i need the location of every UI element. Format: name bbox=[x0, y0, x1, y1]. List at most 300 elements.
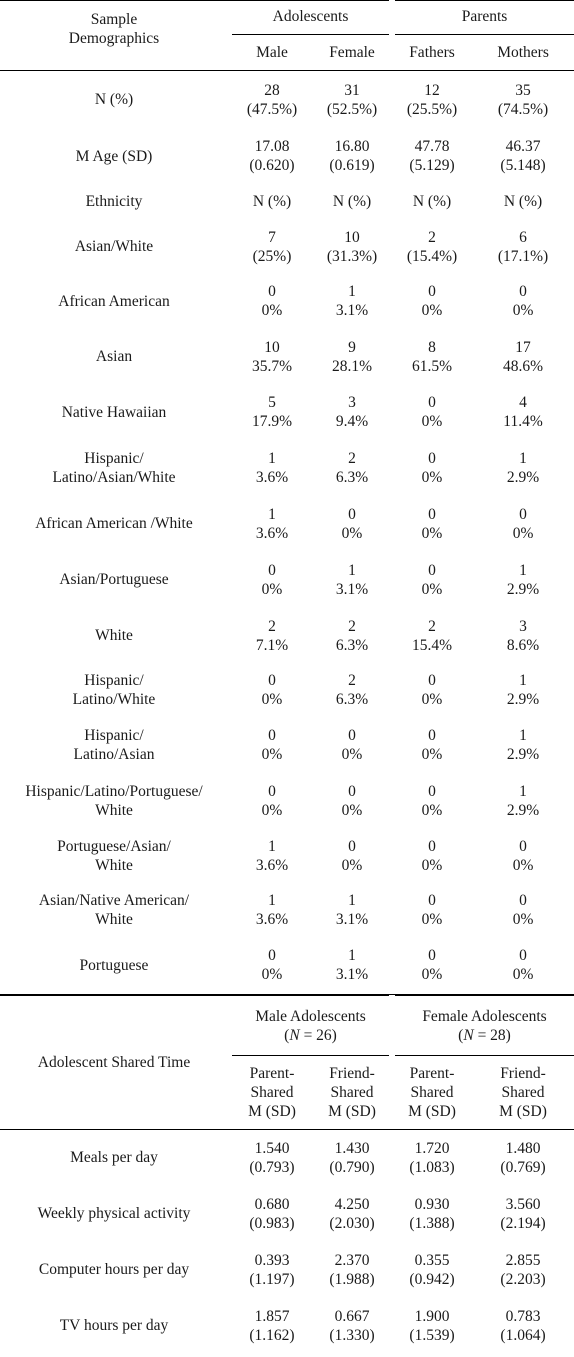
row-label bbox=[0, 883, 232, 937]
demographics-row bbox=[0, 71, 574, 129]
value-cell-line-2: (2.030) bbox=[329, 1214, 375, 1232]
col-header-shared-line-2: Shared bbox=[410, 1084, 454, 1101]
value-cell-line-1: N (%) bbox=[412, 193, 452, 210]
value-cell-line-2: 3.6% bbox=[255, 910, 289, 928]
row-label bbox=[0, 663, 232, 717]
value-cell-line-1: 2.855 bbox=[505, 1251, 541, 1269]
value-cell-line-1: 0.667 bbox=[334, 1307, 370, 1325]
value-cell-line-1: 12 bbox=[424, 81, 440, 99]
value-cell-line-2: (31.3%) bbox=[326, 247, 378, 265]
value-cell bbox=[472, 663, 574, 717]
value-cell bbox=[472, 184, 574, 220]
row-label-line-1: M Age (SD) bbox=[75, 147, 153, 165]
female-group-n-label: N bbox=[463, 1026, 474, 1044]
value-cell-line-1: 1.720 bbox=[414, 1139, 450, 1157]
value-cell-line-2: 28.1% bbox=[331, 357, 373, 375]
value-cell-line-2: 6.3% bbox=[335, 636, 369, 654]
value-cell-line-2: (5.129) bbox=[409, 157, 455, 174]
value-cell-line-1: 1 bbox=[519, 450, 527, 467]
value-cell-line-1: 2 bbox=[268, 617, 276, 635]
value-cell bbox=[472, 440, 574, 497]
col-header-shared-line-1: Friend- bbox=[329, 1065, 375, 1082]
value-cell bbox=[232, 937, 312, 995]
value-cell-line-1: 1 bbox=[519, 782, 527, 800]
value-cell-line-1: 0 bbox=[268, 726, 276, 744]
value-cell-line-2: 3.1% bbox=[335, 580, 369, 598]
row-label-line-2: White bbox=[95, 856, 133, 874]
row-label bbox=[0, 220, 232, 274]
female-group-n-value: = 28) bbox=[473, 1026, 511, 1044]
shared-time-body bbox=[0, 996, 574, 1354]
value-cell bbox=[472, 220, 574, 274]
value-cell-line-1: 5 bbox=[268, 394, 276, 411]
value-cell-line-1: 1 bbox=[268, 837, 276, 855]
value-cell bbox=[232, 440, 312, 497]
value-cell bbox=[472, 497, 574, 551]
value-cell-line-1: 4 bbox=[519, 394, 527, 411]
value-cell bbox=[392, 937, 472, 995]
value-cell bbox=[312, 829, 392, 883]
demographics-row bbox=[0, 773, 574, 829]
value-cell-line-2: 0% bbox=[341, 524, 363, 542]
value-cell-line-2: 0% bbox=[261, 302, 283, 319]
value-cell-line-2: 0% bbox=[421, 302, 443, 319]
value-cell bbox=[312, 220, 392, 274]
value-cell-line-1: 0 bbox=[348, 837, 356, 855]
value-cell bbox=[232, 184, 312, 220]
value-cell bbox=[312, 71, 392, 129]
demographics-row bbox=[0, 329, 574, 385]
value-cell-line-2: (5.148) bbox=[500, 157, 546, 174]
value-cell-line-1: 1.900 bbox=[414, 1307, 450, 1325]
col-header-shared-line-3: M (SD) bbox=[248, 1103, 296, 1120]
value-cell-line-2: 2.9% bbox=[506, 801, 540, 819]
value-cell bbox=[472, 329, 574, 385]
col-header-shared bbox=[472, 1056, 574, 1130]
value-cell-line-2: (0.620) bbox=[249, 157, 295, 174]
row-label bbox=[0, 497, 232, 551]
row-label-line-2: Latino/White bbox=[72, 690, 156, 708]
demographics-header-row-1 bbox=[0, 1, 574, 35]
row-label-line-2: White bbox=[95, 801, 133, 819]
value-cell-line-1: 1 bbox=[348, 947, 356, 965]
value-cell-line-1: 3 bbox=[519, 617, 527, 635]
value-cell-line-1: 2 bbox=[428, 228, 436, 246]
value-cell-line-2: (2.194) bbox=[500, 1214, 546, 1232]
value-cell-line-2: 0% bbox=[512, 910, 534, 928]
demographics-row bbox=[0, 129, 574, 184]
value-cell-line-1: 16.80 bbox=[334, 138, 370, 155]
shared-time-header-row-1 bbox=[0, 996, 574, 1056]
row-label-line-1: Hispanic/ bbox=[84, 671, 144, 689]
value-cell-line-1: 17.08 bbox=[254, 138, 290, 155]
value-cell-line-1: 0 bbox=[519, 947, 527, 965]
demographics-row bbox=[0, 829, 574, 883]
value-cell-line-2: 0% bbox=[421, 801, 443, 819]
col-header-shared-line-3: M (SD) bbox=[499, 1103, 547, 1120]
row-label bbox=[0, 329, 232, 385]
row-label-line-1: Hispanic/Latino/Portuguese/ bbox=[25, 782, 203, 800]
value-cell bbox=[472, 551, 574, 609]
value-cell-line-2: 7.1% bbox=[255, 636, 289, 654]
value-cell-line-2: (1.064) bbox=[500, 1326, 546, 1344]
value-cell bbox=[392, 274, 472, 329]
value-cell bbox=[232, 551, 312, 609]
value-cell bbox=[232, 220, 312, 274]
value-cell-line-1: 0 bbox=[348, 782, 356, 800]
value-cell bbox=[232, 883, 312, 937]
col-header-female: Female bbox=[329, 44, 375, 61]
value-cell bbox=[232, 829, 312, 883]
value-cell-line-2: 2.9% bbox=[506, 745, 540, 763]
value-cell bbox=[232, 129, 312, 184]
row-label-line-2: White bbox=[95, 910, 133, 928]
value-cell bbox=[392, 71, 472, 129]
value-cell-line-2: (1.539) bbox=[409, 1326, 455, 1344]
col-header-shared-line-1: Parent- bbox=[409, 1065, 455, 1082]
male-group-title: Male Adolescents bbox=[255, 1007, 366, 1025]
col-header-shared bbox=[392, 1056, 472, 1130]
value-cell bbox=[392, 551, 472, 609]
value-cell bbox=[312, 440, 392, 497]
value-cell-line-1: 0 bbox=[428, 671, 436, 689]
demographics-row bbox=[0, 551, 574, 609]
value-cell-line-2: 2.9% bbox=[506, 690, 540, 708]
demographics-body bbox=[0, 1, 574, 995]
value-cell-line-1: 1 bbox=[268, 450, 276, 467]
value-cell-line-1: 0 bbox=[428, 394, 436, 411]
value-cell-line-1: 28 bbox=[264, 81, 280, 99]
value-cell bbox=[392, 609, 472, 663]
row-label bbox=[0, 385, 232, 440]
col-header-shared-line-2: Shared bbox=[501, 1084, 545, 1101]
value-cell-line-1: 0 bbox=[268, 671, 276, 689]
row-label bbox=[0, 937, 232, 995]
value-cell bbox=[392, 717, 472, 773]
col-header-shared bbox=[232, 1056, 312, 1130]
row-label-line-2: Latino/Asian/White bbox=[52, 469, 176, 486]
value-cell-line-1: 31 bbox=[344, 81, 360, 99]
male-group-n-value: = 26) bbox=[299, 1026, 337, 1044]
row-label-line-1: Asian/Native American/ bbox=[38, 891, 190, 909]
value-cell-line-2: (1.197) bbox=[249, 1270, 295, 1288]
row-label-line-1: Ethnicity bbox=[85, 193, 143, 210]
value-cell-line-2: (1.330) bbox=[329, 1326, 375, 1344]
value-cell-line-2: 2.9% bbox=[506, 469, 540, 486]
row-label-line-1: Hispanic/ bbox=[84, 450, 144, 467]
value-cell bbox=[312, 717, 392, 773]
value-cell bbox=[232, 773, 312, 829]
value-cell bbox=[392, 497, 472, 551]
value-cell-line-1: 0.680 bbox=[254, 1195, 290, 1213]
value-cell-line-1: 0 bbox=[428, 283, 436, 300]
value-cell bbox=[472, 829, 574, 883]
value-cell-line-2: 3.1% bbox=[335, 910, 369, 928]
value-cell bbox=[392, 1298, 472, 1354]
value-cell-line-2: 0% bbox=[421, 580, 443, 598]
value-cell-line-1: 1 bbox=[519, 726, 527, 744]
group-header-male-adolescents bbox=[232, 996, 392, 1056]
value-cell-line-2: 0% bbox=[261, 966, 283, 984]
value-cell bbox=[472, 1130, 574, 1186]
row-label-line-1: African American /White bbox=[35, 515, 193, 532]
value-cell bbox=[232, 1130, 312, 1186]
value-cell-line-2: (17.1%) bbox=[497, 247, 549, 265]
demographics-row bbox=[0, 883, 574, 937]
value-cell-line-1: 0 bbox=[268, 283, 276, 300]
value-cell bbox=[232, 717, 312, 773]
value-cell-line-2: (0.942) bbox=[409, 1270, 455, 1288]
value-cell-line-2: 0% bbox=[421, 469, 443, 486]
row-label: TV hours per day bbox=[59, 1317, 169, 1334]
value-cell-line-1: 0 bbox=[428, 726, 436, 744]
row-label-line-1: African American bbox=[58, 292, 170, 310]
value-cell-line-2: 2.9% bbox=[506, 580, 540, 598]
row-label-line-2: Latino/Asian bbox=[73, 745, 155, 763]
value-cell-line-2: 0% bbox=[261, 580, 283, 598]
demographics-row bbox=[0, 497, 574, 551]
value-cell bbox=[392, 773, 472, 829]
value-cell-line-2: (74.5%) bbox=[497, 100, 549, 118]
value-cell-line-1: 2.370 bbox=[334, 1251, 370, 1269]
value-cell-line-1: 0.393 bbox=[254, 1251, 290, 1269]
value-cell-line-1: 10 bbox=[344, 228, 360, 246]
value-cell-line-2: 0% bbox=[421, 413, 443, 430]
value-cell-line-1: 17 bbox=[515, 338, 531, 356]
demographics-row bbox=[0, 717, 574, 773]
value-cell bbox=[312, 1130, 392, 1186]
shared-time-row bbox=[0, 1242, 574, 1298]
row-label-line-1: Asian/Portuguese bbox=[59, 571, 169, 588]
value-cell bbox=[312, 937, 392, 995]
value-cell-line-2: 35.7% bbox=[251, 357, 293, 375]
value-cell-line-1: 0 bbox=[348, 505, 356, 523]
value-cell-line-2: (25%) bbox=[252, 247, 292, 265]
demographics-row bbox=[0, 220, 574, 274]
value-cell bbox=[392, 1242, 472, 1298]
demographics-row bbox=[0, 609, 574, 663]
value-cell-line-2: 0% bbox=[512, 966, 534, 984]
value-cell-line-2: 3.6% bbox=[255, 856, 289, 874]
col-header-shared-line-2: Shared bbox=[250, 1084, 294, 1101]
value-cell-line-1: 1.540 bbox=[254, 1139, 290, 1157]
value-cell-line-2: 0% bbox=[261, 801, 283, 819]
value-cell bbox=[472, 1186, 574, 1242]
value-cell-line-2: (1.162) bbox=[249, 1326, 295, 1344]
value-cell-line-2: 0% bbox=[421, 524, 443, 542]
demographics-row bbox=[0, 937, 574, 995]
value-cell-line-2: (0.769) bbox=[500, 1158, 546, 1176]
value-cell-line-1: 0 bbox=[428, 450, 436, 467]
value-cell-line-1: 0.783 bbox=[505, 1307, 541, 1325]
value-cell bbox=[232, 609, 312, 663]
value-cell-line-1: 0 bbox=[428, 505, 436, 523]
value-cell-line-1: 0 bbox=[268, 782, 276, 800]
row-label: Meals per day bbox=[70, 1149, 158, 1167]
value-cell-line-1: 3.560 bbox=[505, 1195, 541, 1213]
value-cell-line-1: 2 bbox=[428, 617, 436, 635]
value-cell bbox=[232, 497, 312, 551]
value-cell bbox=[232, 1186, 312, 1242]
value-cell-line-2: 48.6% bbox=[503, 357, 544, 375]
value-cell bbox=[312, 609, 392, 663]
value-cell bbox=[392, 184, 472, 220]
value-cell-line-2: (1.388) bbox=[409, 1214, 455, 1232]
value-cell bbox=[472, 274, 574, 329]
male-group-n-label: N bbox=[289, 1026, 300, 1044]
value-cell-line-2: 0% bbox=[261, 690, 283, 708]
female-group-n: (N = 28) bbox=[458, 1026, 511, 1044]
row-label-line-1: Asian/White bbox=[74, 238, 154, 255]
value-cell-line-2: 9.4% bbox=[335, 413, 369, 430]
value-cell-line-2: (15.4%) bbox=[406, 247, 458, 265]
shared-time-row bbox=[0, 1298, 574, 1354]
row-label bbox=[0, 609, 232, 663]
shared-time-row bbox=[0, 1186, 574, 1242]
value-cell-line-2: 0% bbox=[341, 801, 363, 819]
value-cell-line-1: 47.78 bbox=[414, 138, 450, 155]
group-header-female-adolescents bbox=[392, 996, 574, 1056]
value-cell-line-2: (1.988) bbox=[329, 1270, 375, 1288]
value-cell-line-1: 0 bbox=[428, 837, 436, 855]
value-cell bbox=[472, 937, 574, 995]
value-cell-line-2: 0% bbox=[421, 856, 443, 874]
value-cell bbox=[472, 717, 574, 773]
value-cell bbox=[472, 1298, 574, 1354]
value-cell-line-2: (0.983) bbox=[249, 1214, 295, 1232]
value-cell bbox=[312, 883, 392, 937]
value-cell-line-2: 0% bbox=[512, 302, 534, 319]
value-cell-line-2: 0% bbox=[341, 856, 363, 874]
value-cell-line-1: 0 bbox=[519, 505, 527, 523]
shared-time-row bbox=[0, 1130, 574, 1186]
value-cell bbox=[312, 184, 392, 220]
col-header-male: Male bbox=[256, 44, 288, 61]
value-cell-line-1: 0 bbox=[428, 891, 436, 909]
col-header-mothers: Mothers bbox=[497, 44, 549, 61]
value-cell-line-1: N (%) bbox=[503, 193, 543, 210]
value-cell-line-2: (2.203) bbox=[500, 1270, 546, 1288]
value-cell-line-1: 1 bbox=[519, 561, 527, 579]
value-cell-line-2: (25.5%) bbox=[406, 100, 458, 118]
value-cell-line-1: N (%) bbox=[252, 193, 292, 210]
value-cell-line-1: 1 bbox=[519, 671, 527, 689]
value-cell bbox=[312, 663, 392, 717]
value-cell-line-2: 0% bbox=[512, 524, 534, 542]
demographics-row bbox=[0, 274, 574, 329]
value-cell-line-1: N (%) bbox=[332, 193, 372, 210]
group-header-adolescents: Adolescents bbox=[232, 1, 392, 35]
row-label bbox=[0, 71, 232, 129]
value-cell-line-2: 0% bbox=[421, 690, 443, 708]
value-cell-line-2: 3.6% bbox=[255, 469, 289, 486]
value-cell-line-1: 46.37 bbox=[505, 138, 541, 155]
value-cell-line-1: 0 bbox=[268, 947, 276, 965]
value-cell bbox=[232, 1298, 312, 1354]
demographics-row bbox=[0, 385, 574, 440]
row-label bbox=[0, 829, 232, 883]
value-cell bbox=[232, 329, 312, 385]
value-cell bbox=[312, 1298, 392, 1354]
value-cell-line-2: (0.790) bbox=[329, 1158, 375, 1176]
row-label-line-1: Asian bbox=[95, 348, 133, 365]
value-cell-line-1: 6 bbox=[519, 228, 527, 246]
value-cell bbox=[472, 1242, 574, 1298]
row-label-line-1: White bbox=[95, 627, 133, 644]
row-label bbox=[0, 440, 232, 497]
value-cell-line-1: 8 bbox=[428, 338, 436, 356]
value-cell bbox=[312, 1242, 392, 1298]
value-cell-line-2: 0% bbox=[421, 745, 443, 763]
value-cell bbox=[312, 129, 392, 184]
value-cell-line-2: 11.4% bbox=[503, 413, 543, 430]
value-cell bbox=[312, 385, 392, 440]
col-header-shared-line-3: M (SD) bbox=[408, 1103, 456, 1120]
value-cell-line-1: 0 bbox=[268, 561, 276, 579]
group-header-parents: Parents bbox=[392, 1, 574, 35]
value-cell-line-1: 35 bbox=[515, 81, 531, 99]
row-label-line-1: N (%) bbox=[94, 91, 134, 109]
value-cell-line-1: 1.857 bbox=[254, 1307, 290, 1325]
value-cell bbox=[312, 329, 392, 385]
value-cell bbox=[392, 129, 472, 184]
value-cell-line-2: 0% bbox=[341, 745, 363, 763]
col-header-shared-line-2: Shared bbox=[330, 1084, 374, 1101]
value-cell bbox=[312, 1186, 392, 1242]
value-cell-line-2: 3.1% bbox=[335, 966, 369, 984]
value-cell-line-1: 1 bbox=[268, 891, 276, 909]
value-cell-line-2: (0.619) bbox=[329, 157, 375, 174]
value-cell-line-1: 0 bbox=[348, 726, 356, 744]
value-cell-line-1: 2 bbox=[348, 450, 356, 467]
row-label: Weekly physical activity bbox=[37, 1205, 191, 1222]
row-label-line-1: Hispanic/ bbox=[84, 726, 144, 744]
value-cell-line-2: (52.5%) bbox=[326, 100, 378, 118]
demographics-row bbox=[0, 184, 574, 220]
value-cell-line-1: 0.355 bbox=[414, 1251, 450, 1269]
value-cell bbox=[392, 663, 472, 717]
shared-time-table bbox=[0, 995, 574, 1354]
value-cell-line-1: 2 bbox=[348, 617, 356, 635]
value-cell-line-1: 1 bbox=[348, 891, 356, 909]
value-cell-line-1: 0 bbox=[428, 947, 436, 965]
value-cell bbox=[392, 829, 472, 883]
value-cell-line-2: 3.6% bbox=[255, 524, 289, 542]
value-cell bbox=[232, 71, 312, 129]
value-cell bbox=[392, 329, 472, 385]
value-cell-line-2: 0% bbox=[512, 856, 534, 874]
demographics-row bbox=[0, 440, 574, 497]
shared-time-corner-label: Adolescent Shared Time bbox=[0, 996, 232, 1130]
value-cell bbox=[232, 1242, 312, 1298]
value-cell-line-1: 2 bbox=[348, 671, 356, 689]
value-cell-line-2: 0% bbox=[261, 745, 283, 763]
corner-line-2: Demographics bbox=[68, 30, 160, 47]
value-cell bbox=[472, 129, 574, 184]
value-cell bbox=[472, 609, 574, 663]
value-cell bbox=[232, 663, 312, 717]
value-cell-line-2: 15.4% bbox=[411, 636, 453, 654]
row-label bbox=[0, 274, 232, 329]
value-cell bbox=[472, 385, 574, 440]
row-label bbox=[0, 184, 232, 220]
demographics-corner-label bbox=[0, 1, 232, 71]
value-cell-line-2: 3.1% bbox=[335, 302, 369, 319]
value-cell-line-2: 6.3% bbox=[335, 469, 369, 486]
value-cell-line-1: 1.430 bbox=[334, 1139, 370, 1157]
value-cell bbox=[232, 274, 312, 329]
row-label-line-1: Native Hawaiian bbox=[61, 403, 167, 421]
